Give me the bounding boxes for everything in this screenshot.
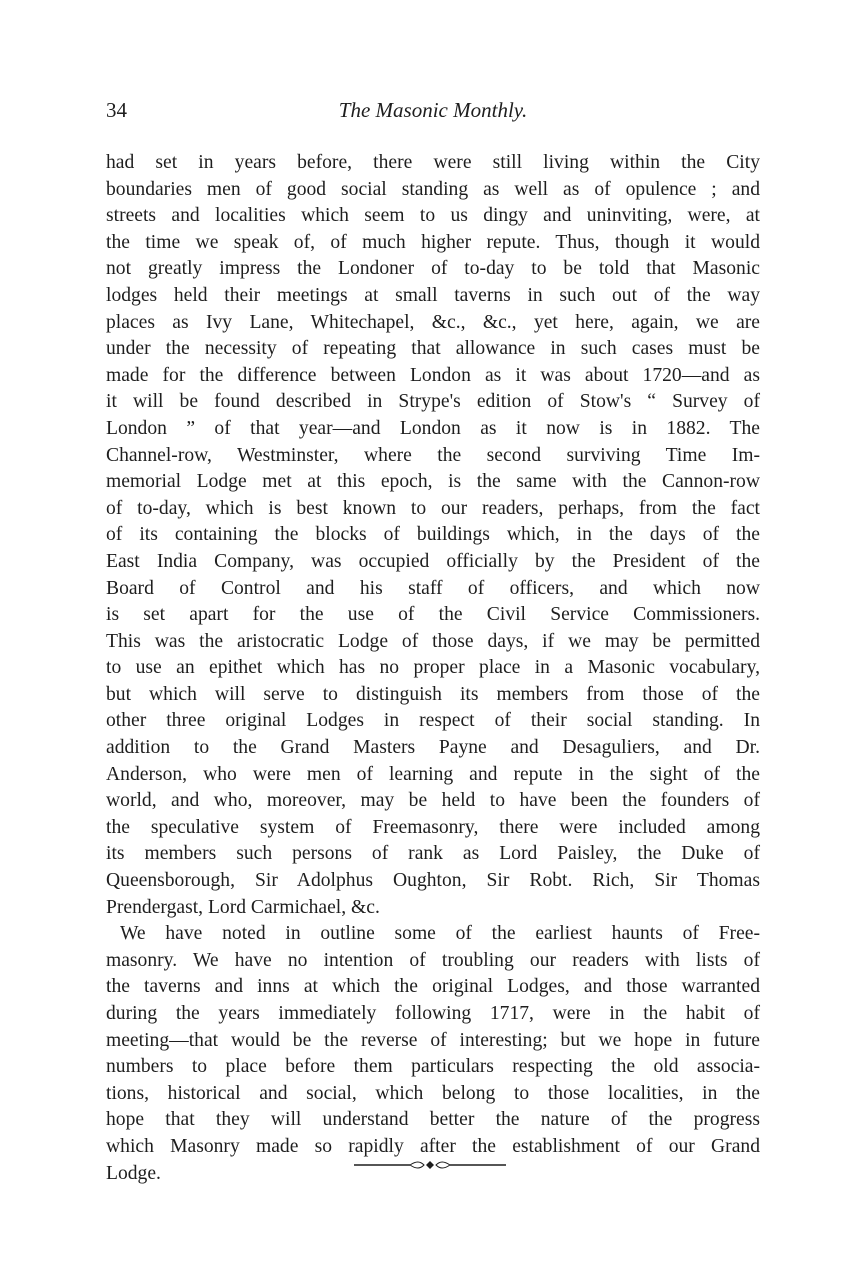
text-line: Lodge. (106, 1162, 161, 1184)
text-line: Board of Control and his staff of officers, and which now (106, 577, 760, 599)
page-header (106, 98, 760, 130)
text-line: of its containing the blocks of buildings which, in the days of the (106, 524, 760, 546)
text-line: had set in years before, there were still living within the City (106, 152, 760, 173)
text-line: We have noted in outline some of the earliest haunts of Free- (120, 923, 760, 945)
text-line: Queensborough, Sir Adolphus Oughton, Sir Robt. Rich, Sir Thomas (106, 870, 760, 892)
paragraph (106, 150, 760, 921)
page-number: 34 (106, 98, 127, 122)
text-line: addition to the Grand Masters Payne and Desaguliers, and Dr. (106, 737, 760, 759)
text-line: streets and localities which seem to us dingy and uninviting, were, at (106, 205, 760, 227)
text-line: but which will serve to distinguish its members from those of the (106, 683, 760, 705)
text-line: numbers to place before them particulars respecting the old associa- (106, 1056, 760, 1078)
text-line: is set apart for the use of the Civil Service Commissioners. (106, 604, 760, 626)
text-line: not greatly impress the Londoner of to-day to be told that Masonic (106, 258, 760, 280)
section-end-ornament-icon (354, 1158, 506, 1172)
text-line: under the necessity of repeating that allowance in such cases must be (106, 338, 760, 360)
text-line: This was the aristocratic Lodge of those days, if we may be permitted (106, 630, 760, 652)
text-line: world, and who, moreover, may be held to have been the founders of (106, 790, 760, 812)
text-line: its members such persons of rank as Lord Paisley, the Duke of (106, 843, 760, 865)
text-line: lodges held their meetings at small taverns in such out of the way (106, 284, 760, 306)
text-line: Anderson, who were men of learning and repute in the sight of the (106, 763, 760, 785)
text-line: made for the difference between London as it was about 1720—and as (106, 364, 760, 386)
text-line: masonry. We have no intention of troubling our readers with lists of (106, 949, 760, 971)
text-line: during the years immediately following 1717, were in the habit of (106, 1003, 760, 1024)
text-line: boundaries men of good social standing as well as of opulence ; and (106, 178, 760, 200)
text-line: places as Ivy Lane, Whitechapel, &c., &c., yet here, again, we are (106, 311, 760, 333)
running-title: The Masonic Monthly. (338, 98, 528, 122)
text-line: of to-day, which is best known to our readers, perhaps, from the fact (106, 497, 760, 519)
text-line: memorial Lodge met at this epoch, is the same with the Cannon-row (106, 471, 760, 493)
text-line: Channel-row, Westminster, where the second surviving Time Im- (106, 444, 760, 466)
text-line: it will be found described in Strype's edition of Stow's “ Survey of (106, 391, 760, 413)
article-body (106, 150, 760, 1187)
text-line: meeting—that would be the reverse of interesting; but we hope in future (106, 1029, 760, 1051)
text-line: to use an epithet which has no proper place in a Masonic vocabulary, (106, 657, 760, 679)
text-line: tions, historical and social, which belong to those localities, in the (106, 1082, 760, 1104)
text-line: London ” of that year—and London as it now is in 1882. The (106, 417, 760, 439)
text-line: the speculative system of Freemasonry, there were included among (106, 816, 760, 838)
text-line: the taverns and inns at which the original Lodges, and those warranted (106, 976, 760, 998)
paragraph (106, 921, 760, 1187)
text-line: the time we speak of, of much higher repute. Thus, though it would (106, 231, 760, 253)
text-line: East India Company, was occupied officially by the President of the (106, 550, 760, 572)
text-line: hope that they will understand better the nature of the progress (106, 1109, 760, 1131)
text-line: Prendergast, Lord Carmichael, &c. (106, 896, 380, 918)
text-line: which Masonry made so rapidly after the establishment of our Grand (106, 1135, 760, 1157)
text-line: other three original Lodges in respect of their social standing. In (106, 710, 760, 732)
